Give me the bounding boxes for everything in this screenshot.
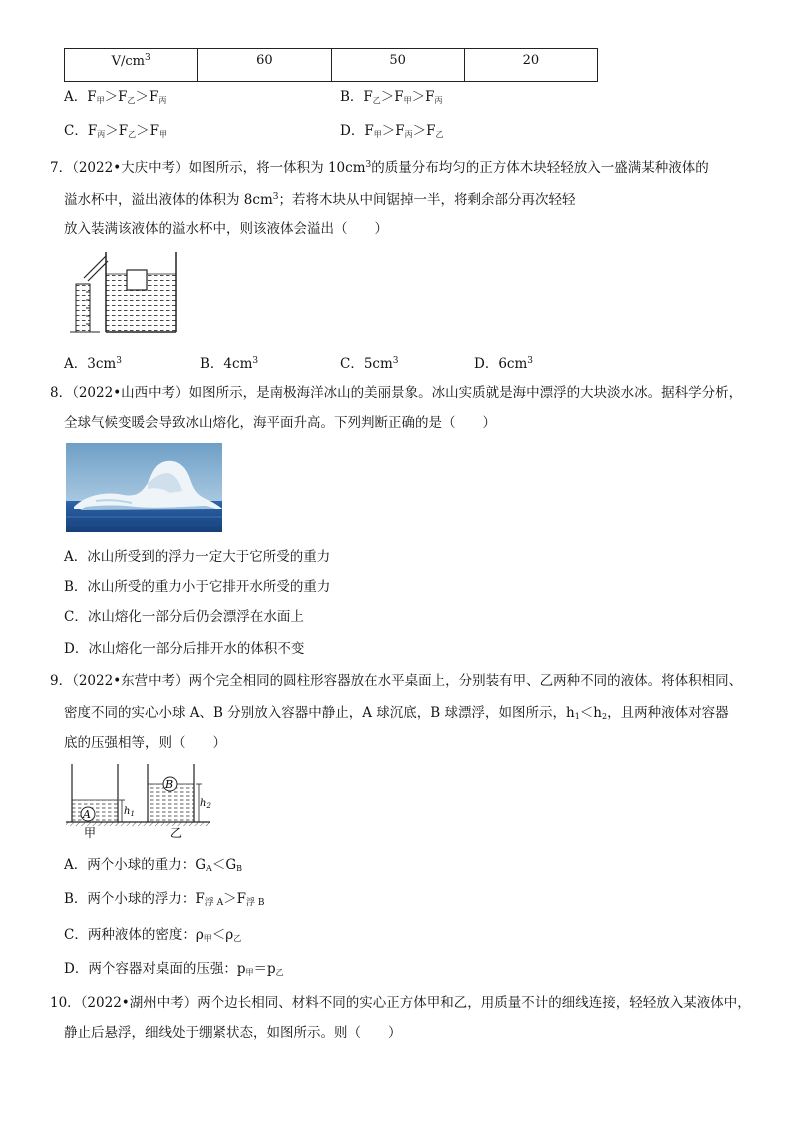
label-yi: 乙 [170, 826, 183, 840]
q7-option-d: D．$6cm^3$ [474, 356, 534, 372]
q10-line-1: 10．（2022•湖州中考）两个边长相同、材料不同的实心正方体甲和乙，用质量不计的细线连接，轻轻放入某液体中， [50, 995, 751, 1011]
volume-table [64, 48, 598, 82]
q7-option-a: A．$3cm^3$ [64, 356, 122, 372]
q7-line-3: 放入装满该液体的溢水杯中，则该液体会溢出（ ） [64, 221, 388, 237]
q6-option-d: D．$F_甲>F_丙>F_乙$ [340, 123, 444, 139]
q9-line-1: 9．（2022•东营中考）两个完全相同的圆柱形容器放在水平桌面上，分别装有甲、乙两种不同的液体。将体积相同、 [50, 673, 743, 689]
svg-text:h2: $h_2$ [200, 798, 211, 810]
q6-option-b: B．$F_乙>F_甲>F_丙$ [340, 89, 443, 105]
iceberg-photo [66, 443, 222, 532]
q9-option-a: A．两个小球的重力：$G_A<G_B$ [64, 857, 243, 873]
h1-label: h [124, 806, 131, 817]
q7-option-b: B．$4cm^3$ [200, 356, 259, 372]
q9-option-b: B．两个小球的浮力：$F_{浮 A}>F_{浮 B}$ [64, 891, 265, 908]
q8-option-a: A．冰山所受到的浮力一定大于它所受的重力 [64, 549, 331, 565]
q9-option-d: D．两个容器对桌面的压强：$p_甲=p_乙$ [64, 961, 284, 977]
q6-option-c: C．$F_丙>F_乙>F_甲$ [64, 123, 167, 139]
q9-line-2: 密度不同的实心小球 A、B 分别放入容器中静止，A 球沉底，B 球漂浮，如图所示，$h_1<h_2$，且两种液体对容器 [64, 705, 729, 721]
ball-b-label: B [165, 778, 174, 791]
table-cell: 60 [198, 49, 331, 82]
q10-line-2: 静止后悬浮，细线处于绷紧状态，如图所示。则（ ） [64, 1025, 402, 1041]
q9-line-3: 底的压强相等，则（ ） [64, 735, 226, 751]
q9-option-c: C．两种液体的密度：$\rho_甲<\rho_乙$ [64, 927, 242, 943]
h2-label: h [200, 798, 207, 809]
overflow-cup-figure [70, 248, 182, 334]
q7-option-c: C．$5cm^3$ [340, 356, 399, 372]
q7-line-1: 7．（2022•大庆中考）如图所示，将一体积为 $10cm^3$的质量分布均匀的正方体木块轻轻放入一盛满某种液体的 [50, 160, 709, 176]
q8-option-d: D．冰山熔化一部分后排开水的体积不变 [64, 641, 305, 657]
q6-option-a: A．$F_甲>F_乙>F_丙$ [64, 89, 167, 105]
q8-option-c: C．冰山熔化一部分后仍会漂浮在水面上 [64, 609, 304, 625]
table-cell: 50 [331, 49, 464, 82]
table-label-cell: $V/cm^3$ [65, 49, 198, 82]
ball-a-label: A [83, 808, 91, 821]
q8-option-b: B．冰山所受的重力小于它排开水所受的重力 [64, 579, 331, 595]
svg-text:h1: $h_1$ [124, 806, 135, 818]
q7-line-2: 溢水杯中，溢出液体的体积为 $8cm^3$；若将木块从中间锯掉一半，将剩余部分再次轻轻 [64, 192, 576, 208]
two-containers-figure [66, 762, 214, 842]
table-cell: 20 [464, 49, 597, 82]
q8-line-1: 8．（2022•山西中考）如图所示，是南极海洋冰山的美丽景象。冰山实质就是海中漂浮的大块淡水冰。据科学分析， [50, 385, 743, 401]
label-jia: 甲 [84, 826, 97, 840]
q8-line-2: 全球气候变暖会导致冰山熔化，海平面升高。下列判断正确的是（ ） [64, 415, 496, 431]
